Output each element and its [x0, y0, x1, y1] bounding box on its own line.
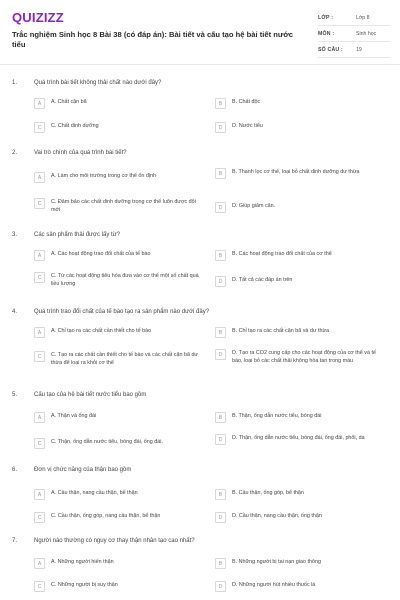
option-text: B. Thận, ống dẫn nước tiểu, bóng đái — [232, 413, 322, 419]
option-c[interactable] — [34, 351, 202, 367]
meta-value: Sinh học — [356, 30, 377, 37]
option-text: D. Thận, ống dẫn nước tiểu, bóng đái, ống đái, phổi, da — [232, 435, 365, 441]
question-number: 1. — [12, 80, 18, 86]
question-text: Cấu tạo của hệ bài tiết nước tiểu bao gồm — [34, 392, 147, 398]
option-letter: B — [215, 489, 226, 500]
option-text: D. Những người hút nhiều thuốc lá — [232, 582, 316, 588]
option-text: B. Các hoạt động trao đổi chất của cơ thể — [232, 251, 332, 257]
question-text: Người nào thường có nguy cơ thay thận nhân tạo cao nhất? — [34, 538, 195, 544]
option-text: B. Chất độc — [232, 99, 261, 105]
option-letter: C — [34, 122, 45, 133]
option-b[interactable] — [215, 168, 383, 179]
meta-key: SỐ CÂU : — [318, 46, 343, 53]
meta-row-count — [318, 42, 390, 58]
option-a[interactable] — [34, 172, 202, 183]
option-letter: A — [34, 412, 45, 423]
option-text: D. Nước tiểu — [232, 123, 263, 129]
option-d[interactable] — [215, 276, 383, 287]
option-text: C. Những người bị suy thận — [51, 582, 118, 588]
meta-row-class — [318, 10, 390, 26]
brand-logo[interactable]: QUIZIZZ — [12, 10, 64, 25]
option-d[interactable] — [215, 512, 383, 523]
meta-value: 19 — [356, 46, 362, 53]
option-text: B. Những người bị tai nạn giao thông — [232, 559, 321, 565]
question-number: 4. — [12, 309, 18, 315]
option-letter: C — [34, 351, 45, 362]
question-text: Quá trình trao đổi chất của tế bào tạo ra sản phẩm nào dưới đây? — [34, 309, 210, 315]
worksheet-meta — [318, 10, 390, 58]
option-c[interactable] — [34, 122, 202, 133]
option-d[interactable] — [215, 581, 383, 592]
question-number: 7. — [12, 538, 18, 544]
option-c[interactable] — [34, 512, 202, 523]
option-text: D. Tạo ra CO2 cung cấp cho các hoạt động của cơ thể và tế bào, loại bỏ các chất thải không hòa tan trong máu — [232, 350, 376, 364]
option-letter: B — [215, 98, 226, 109]
option-c[interactable] — [34, 438, 202, 449]
question-text: Quá trình bài tiết không thải chất nào dưới đây? — [34, 80, 162, 86]
option-text: C. Đảm bảo các chất dinh dưỡng trong cơ thể luôn được đổi mới — [51, 199, 196, 213]
question-number: 3. — [12, 232, 18, 238]
option-d[interactable] — [215, 122, 383, 133]
option-a[interactable] — [34, 327, 202, 338]
option-b[interactable] — [215, 327, 383, 338]
option-d[interactable] — [215, 434, 383, 445]
option-text: A. Làm cho môi trường trong cơ thể ổn định — [51, 173, 157, 179]
question-text: Các sản phẩm thải được lấy từ? — [34, 232, 121, 238]
option-letter: A — [34, 98, 45, 109]
option-text: A. Chất cặn bã — [51, 99, 87, 105]
option-b[interactable] — [215, 412, 383, 423]
option-text: A. Thận và ống đái — [51, 413, 97, 419]
meta-key: LỚP : — [318, 14, 334, 21]
option-b[interactable] — [215, 98, 383, 109]
option-a[interactable] — [34, 98, 202, 109]
option-text: C. Từ các hoạt động tiêu hóa đưa vào cơ thể một số chất quá liều lượng — [51, 273, 199, 287]
option-letter: D — [215, 122, 226, 133]
option-b[interactable] — [215, 489, 383, 500]
option-d[interactable] — [215, 202, 383, 213]
option-letter: B — [215, 250, 226, 261]
option-letter: C — [34, 198, 45, 209]
option-b[interactable] — [215, 250, 383, 261]
option-letter: C — [34, 512, 45, 523]
option-letter: B — [215, 558, 226, 569]
option-a[interactable] — [34, 412, 202, 423]
option-text: A. Các hoạt động trao đổi chất của tế bào — [51, 251, 151, 257]
option-text: A. Cầu thận, nang cầu thận, bể thận — [51, 490, 138, 496]
option-letter: B — [215, 327, 226, 338]
option-letter: C — [34, 438, 45, 449]
worksheet-title: Trắc nghiệm Sinh học 8 Bài 38 (có đáp án): Bài tiết và cấu tạo hệ bài tiết nước tiểu — [12, 30, 293, 49]
option-letter: D — [215, 512, 226, 523]
meta-value: Lớp 8 — [356, 14, 370, 21]
option-letter: C — [34, 272, 45, 283]
option-a[interactable] — [34, 250, 202, 261]
option-letter: A — [34, 327, 45, 338]
option-text: D. Giúp giảm cân. — [232, 203, 276, 209]
option-text: B. Cầu thận, ống góp, bể thận — [232, 490, 304, 496]
option-d[interactable] — [215, 349, 383, 365]
question-text: Vai trò chính của quá trình bài tiết? — [34, 150, 127, 156]
option-letter: C — [34, 581, 45, 592]
question-text: Đơn vị chức năng của thận bao gồm — [34, 467, 132, 473]
option-letter: A — [34, 250, 45, 261]
option-c[interactable] — [34, 198, 202, 214]
option-text: D. Cầu thận, nang cầu thận, ống thận — [232, 513, 322, 519]
option-text: B. Thanh lọc cơ thể, loại bỏ chất dinh dưỡng dư thừa — [232, 169, 360, 175]
option-text: C. Chất dinh dưỡng — [51, 123, 99, 129]
question-number: 2. — [12, 150, 18, 156]
option-letter: D — [215, 581, 226, 592]
option-text: C. Tạo ra các chất cần thiết cho tế bào và các chất cặn bã dư thừa để loại ra khỏi cơ thể — [51, 352, 199, 366]
option-text: B. Chỉ tạo ra các chất cặn bã và dư thừa — [232, 328, 330, 334]
option-letter: A — [34, 558, 45, 569]
option-text: A. Những người hiến thận — [51, 559, 114, 565]
option-b[interactable] — [215, 558, 383, 569]
option-letter: D — [215, 276, 226, 287]
option-letter: B — [215, 412, 226, 423]
option-a[interactable] — [34, 489, 202, 500]
option-letter: B — [215, 168, 226, 179]
option-letter: D — [215, 202, 226, 213]
option-letter: D — [215, 349, 226, 360]
meta-row-subject — [318, 26, 390, 42]
question-number: 6. — [12, 467, 18, 473]
option-c[interactable] — [34, 272, 202, 288]
option-a[interactable] — [34, 558, 202, 569]
option-letter: A — [34, 489, 45, 500]
meta-key: MÔN : — [318, 30, 335, 37]
option-text: D. Tất cả các đáp án trên — [232, 277, 293, 283]
option-letter: D — [215, 434, 226, 445]
worksheet-header — [0, 0, 400, 65]
option-text: C. Cầu thận, ống góp, nang cầu thận, bể thận — [51, 513, 161, 519]
option-c[interactable] — [34, 581, 202, 592]
option-text: A. Chỉ tạo ra các chất cần thiết cho tế bào — [51, 328, 152, 334]
option-text: C. Thận, ống dẫn nước tiểu, bóng đái, ống đái. — [51, 439, 163, 445]
question-number: 5. — [12, 392, 18, 398]
option-letter: A — [34, 172, 45, 183]
